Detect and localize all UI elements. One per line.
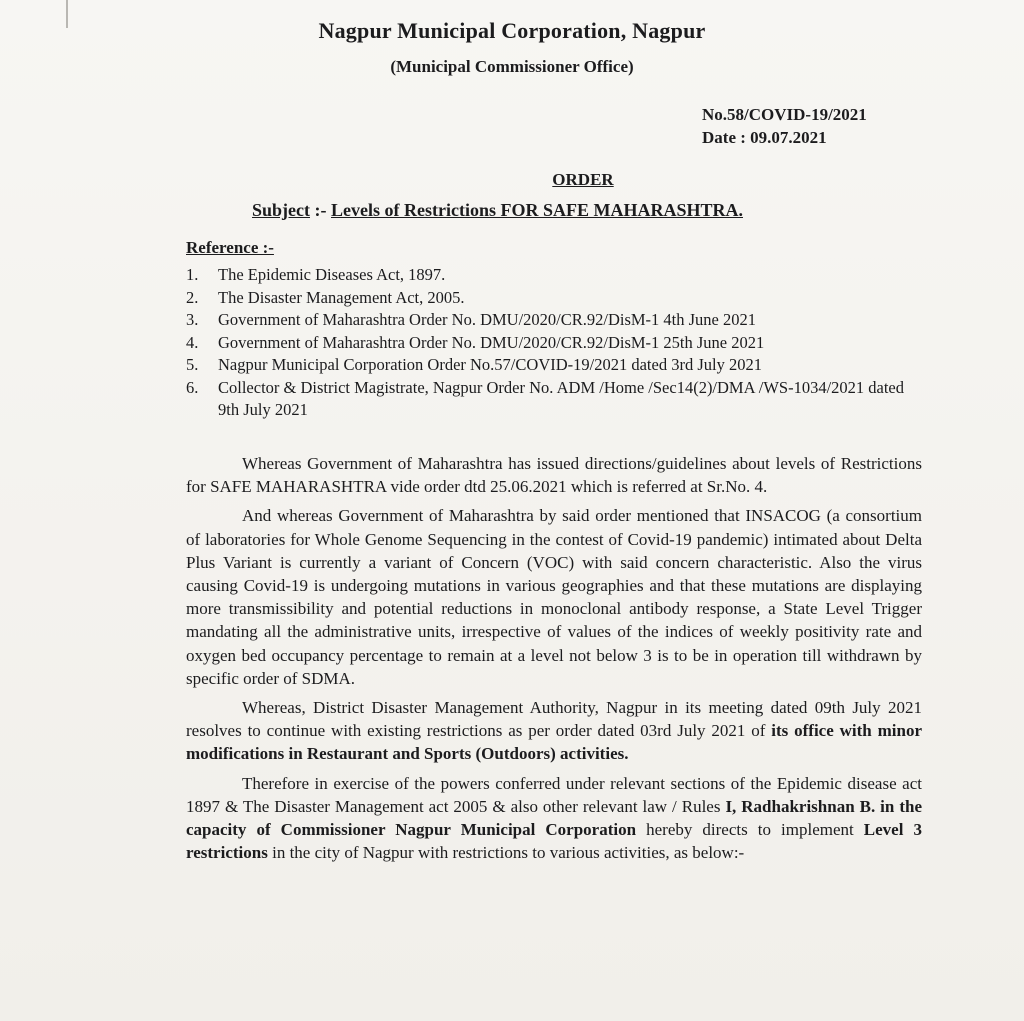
list-item: 6. Collector & District Magistrate, Nagpur Order No. ADM /Home /Sec14(2)/DMA /WS-1034/2021 dated 9th July 2021	[186, 377, 905, 419]
reference-heading: Reference :-	[186, 238, 274, 257]
list-item: 2. The Disaster Management Act, 2005.	[186, 287, 465, 307]
paragraph-2: And whereas Government of Maharashtra by said order mentioned that INSACOG (a consortium of laboratories for Whole Genome Sequencing in the contest of Covid-19 pandemic) intimated about Delta Plus Variant is currently a variant of Concern (VOC) with said concern characteristic. Also the virus causing Covid-19 is undergoing mutations in various geographies and that these mutations are displaying more transmissibility and potential reductions in monoclonal antibody response, a State Level Trigger mandating all the administrative units, irrespective of values of the indices of weekly positivity rate and oxygen bed occupancy percentage to remain at a level not below 3 is to be in operation till withdrawn by specific order of SDMA.	[186, 506, 922, 688]
order-number: No.58/COVID-19/2021	[702, 105, 867, 124]
subject-line	[252, 200, 743, 221]
list-item: 3. Government of Maharashtra Order No. DMU/2020/CR.92/DisM-1 4th June 2021	[186, 310, 757, 329]
order-date: Date : 09.07.2021	[702, 128, 827, 147]
order-heading: ORDER	[552, 170, 614, 189]
list-item: 1. The Epidemic Diseases Act, 1897.	[186, 265, 446, 284]
paragraph-1: Whereas Government of Maharashtra has issued directions/guidelines about levels of Restrictions for SAFE MAHARASHTRA vide order dtd 25.06.2021 which is referred at Sr.No. 4.	[186, 454, 922, 497]
paragraph-4: Therefore in exercise of the powers conferred under relevant sections of the Epidemic disease act 1897 & The Disaster Management act 2005 & also other relevant law / Rules I, Radhakrishnan B. in the capacity of Commissioner Nagpur Municipal Corporation hereby directs to implement Level 3 restrictions in the city of Nagpur with restrictions to various activities, as below:-	[186, 773, 922, 863]
reference-block	[702, 103, 867, 149]
subject-label: Subject	[252, 200, 310, 220]
list-item: 5. Nagpur Municipal Corporation Order No.57/COVID-19/2021 dated 3rd July 2021	[186, 355, 762, 374]
order-body	[186, 452, 922, 870]
office-subtitle: (Municipal Commissioner Office)	[390, 57, 634, 76]
list-item: 4. Government of Maharashtra Order No. DMU/2020/CR.92/DisM-1 25th June 2021	[186, 332, 765, 352]
subject-separator: :-	[310, 200, 331, 220]
reference-list	[186, 264, 926, 422]
organization-title: Nagpur Municipal Corporation, Nagpur	[318, 18, 706, 43]
paragraph-3: Whereas, District Disaster Management Authority, Nagpur in its meeting dated 09th July 2021 resolves to continue with existing restrictions as per order dated 03rd July 2021 of its office with minor modifications in Restaurant and Sports (Outdoors) activities.	[186, 698, 922, 764]
subject-text: Levels of Restrictions FOR SAFE MAHARASHTRA.	[331, 200, 743, 220]
